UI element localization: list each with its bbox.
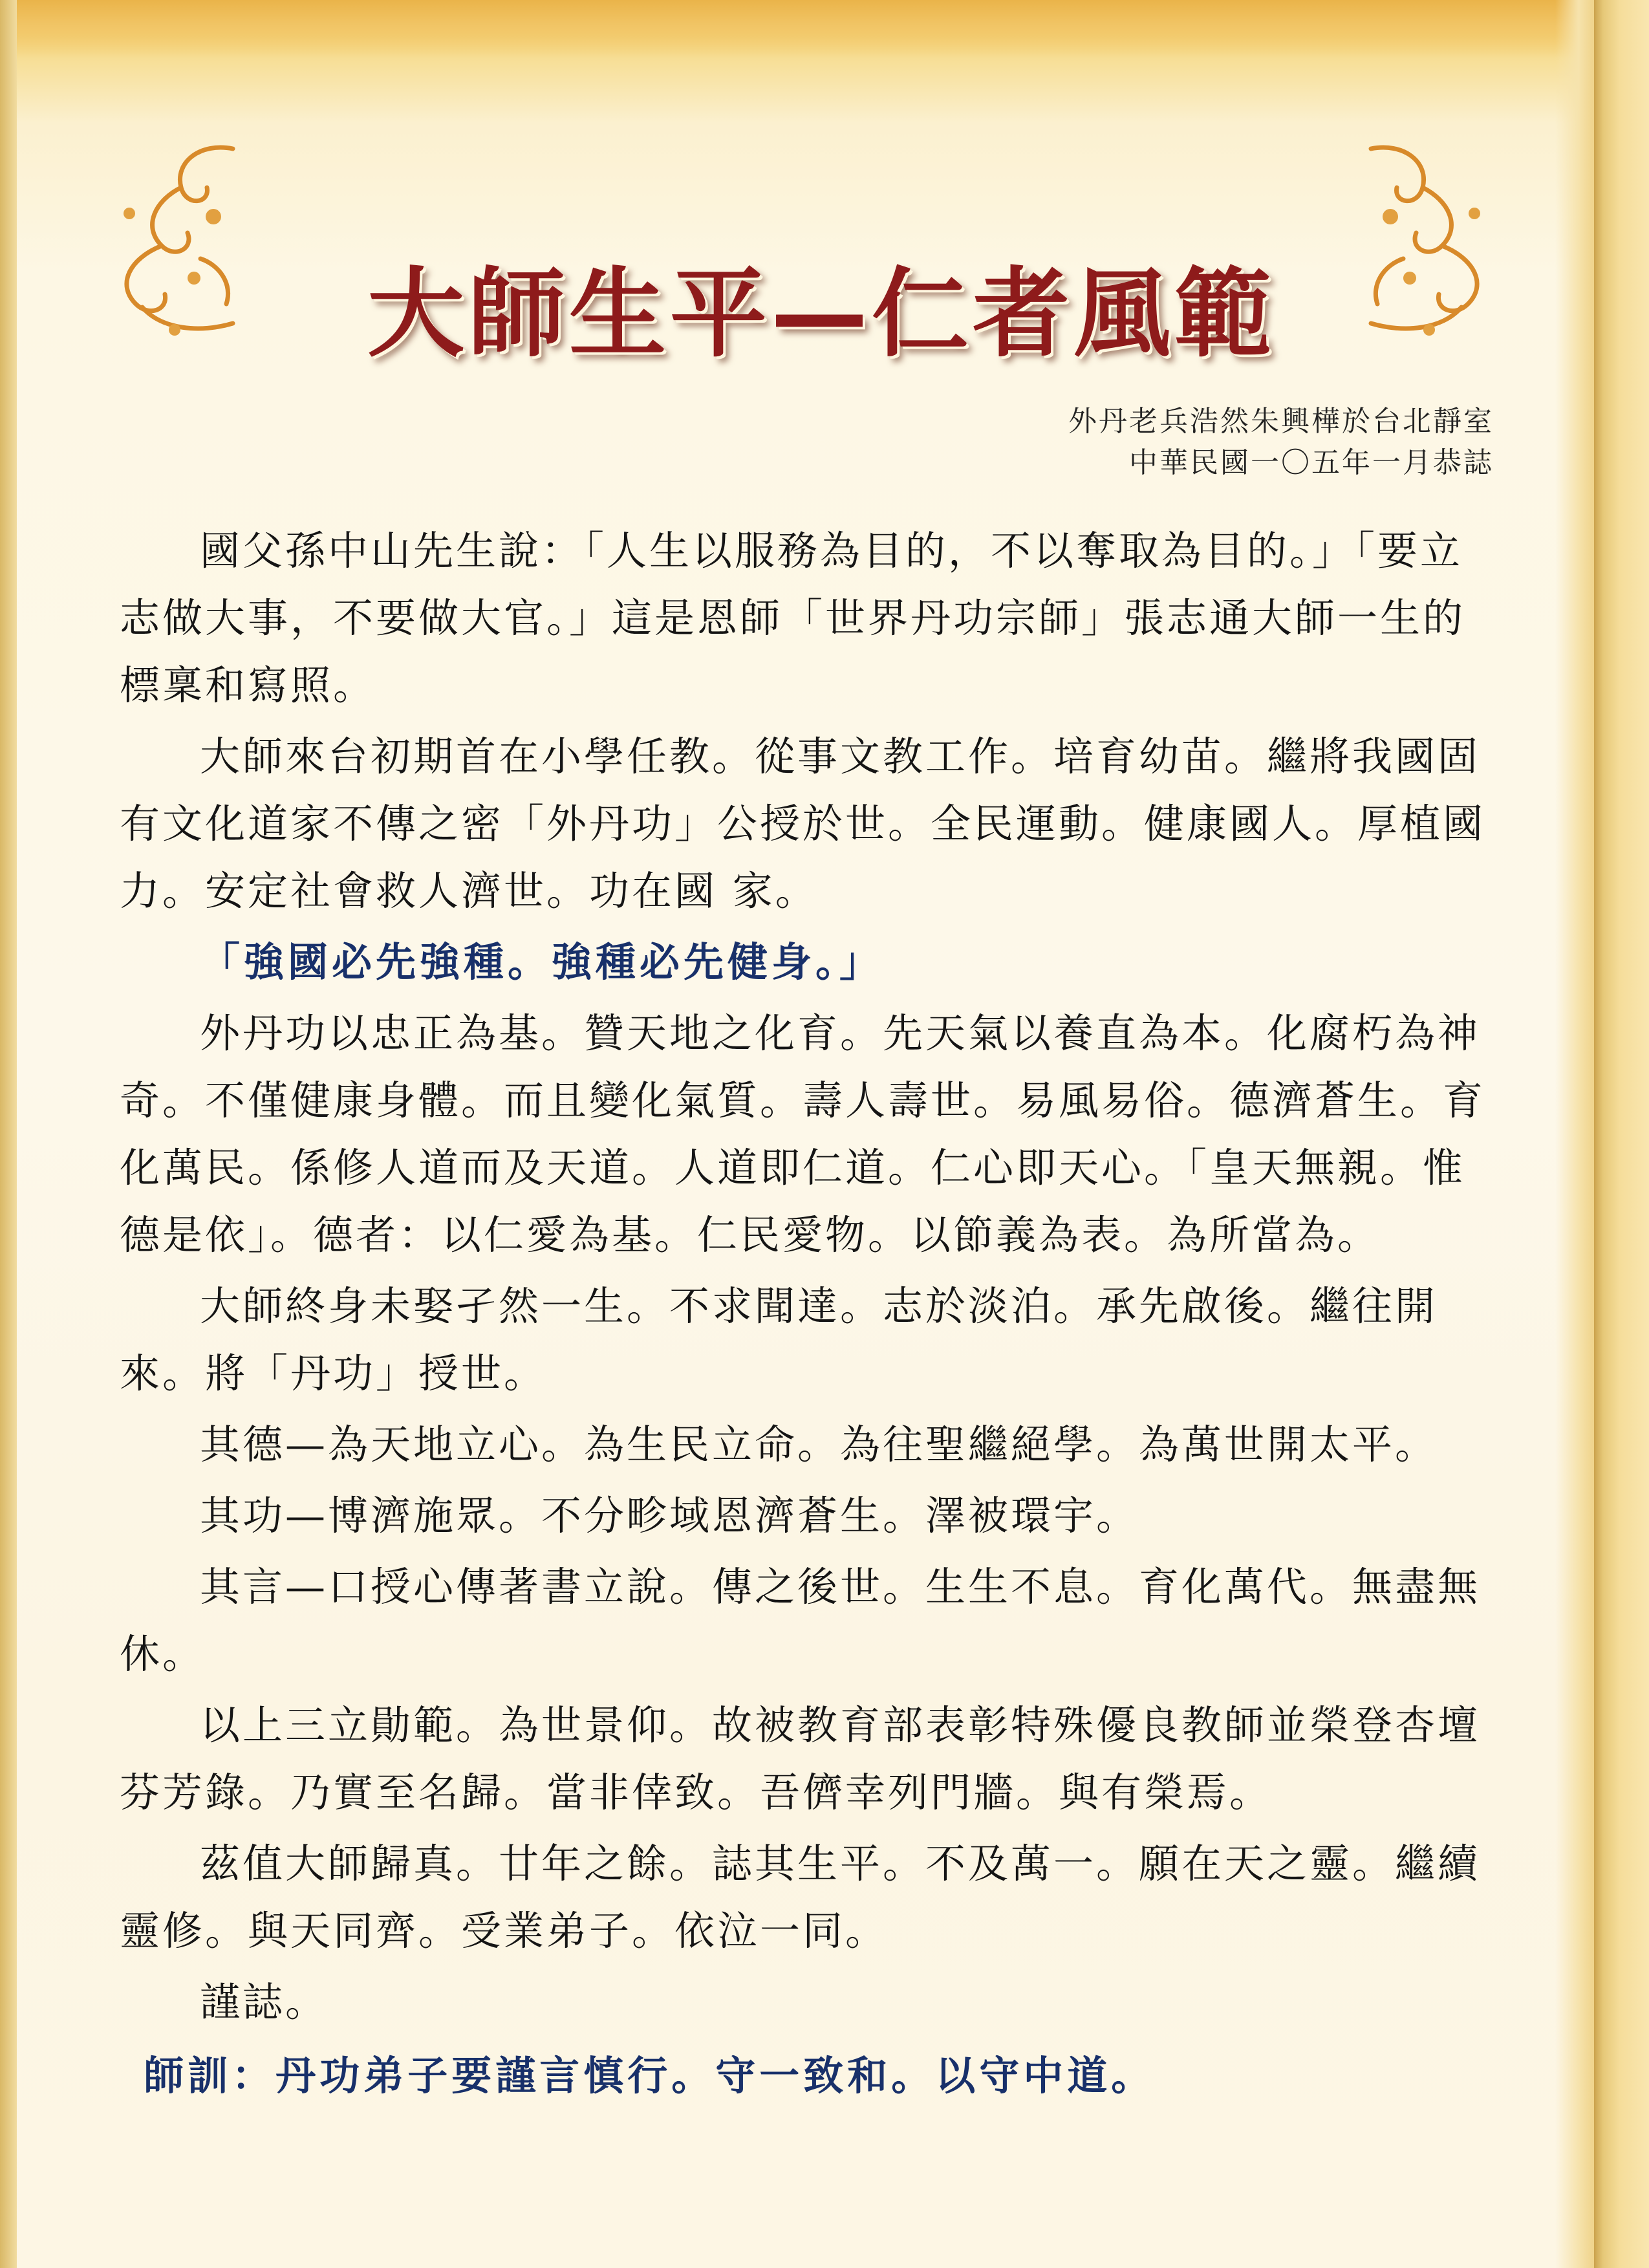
scroll-ornament-right-icon	[1358, 136, 1500, 349]
paragraph-merit: 其功—博濟施眾。不分畛域恩濟蒼生。澤被環宇。	[200, 1492, 1139, 1539]
paragraph-life: 大師終身未娶孑然一生。不求聞達。志於淡泊。承先啟後。繼往開來。將「丹功」授世。	[120, 1282, 1438, 1397]
paragraph-teaching: 大師來台初期首在小學任教。從事文教工作。培育幼苗。繼將我國固有文化道家不傳之密「外丹功」公授於世。全民運動。健康國人。厚植國力。安定社會救人濟世。功在國 家。	[120, 733, 1486, 914]
byline-author: 外丹老兵浩然朱興樺於台北靜室	[1068, 405, 1494, 438]
byline	[1068, 401, 1494, 484]
paragraph-closing: 謹誌。	[200, 1978, 329, 2025]
paragraph-intro: 國父孫中山先生說：「人生以服務為目的，不以奪取為目的。」「要立志做大事，不要做大官。」這是恩師「世界丹功宗師」張志通大師一生的標稟和寫照。	[120, 527, 1466, 709]
top-gold-band	[0, 0, 1604, 58]
page-title: 大師生平—仁者風範	[367, 257, 1275, 371]
master-teaching: 師訓：丹功弟子要謹言慎行。守一致和。以守中道。	[144, 2052, 1156, 2099]
page-fold	[1594, 0, 1649, 2268]
paragraph-virtue: 其德—為天地立心。為生民立命。為往聖繼絕學。為萬世開太平。	[200, 1421, 1438, 1468]
left-edge	[0, 0, 17, 2268]
paragraph-memorial: 茲值大師歸真。廿年之餘。誌其生平。不及萬一。願在天之靈。繼續靈修。與天同齊。受業弟子。依泣一同。	[120, 1840, 1481, 1954]
paragraph-honors: 以上三立勛範。為世景仰。故被教育部表彰特殊優良教師並榮登杏壇芬芳錄。乃實至名歸。當非倖致。吾儕幸列門牆。與有榮焉。	[120, 1701, 1481, 1816]
paragraph-words: 其言—口授心傳著書立說。傳之後世。生生不息。育化萬代。無盡無休。	[120, 1563, 1481, 1678]
scroll-ornament-left-icon	[103, 136, 246, 349]
right-gold-band	[1555, 0, 1594, 2268]
paragraph-waidan: 外丹功以忠正為基。贊天地之化育。先天氣以養直為本。化腐朽為神奇。不僅健康身體。而且變化氣質。壽人壽世。易風易俗。德濟蒼生。育化萬民。係修人道而及天道。人道即仁道。仁心即天心。「皇天無親。惟德是依」。德者：以仁愛為基。仁民愛物。以節義為表。為所當為。	[120, 1010, 1486, 1258]
byline-date: 中華民國一〇五年一月恭誌	[1129, 446, 1494, 479]
highlight-motto: 「強國必先強種。強種必先健身。」	[200, 938, 884, 986]
article-body	[120, 517, 1494, 2113]
